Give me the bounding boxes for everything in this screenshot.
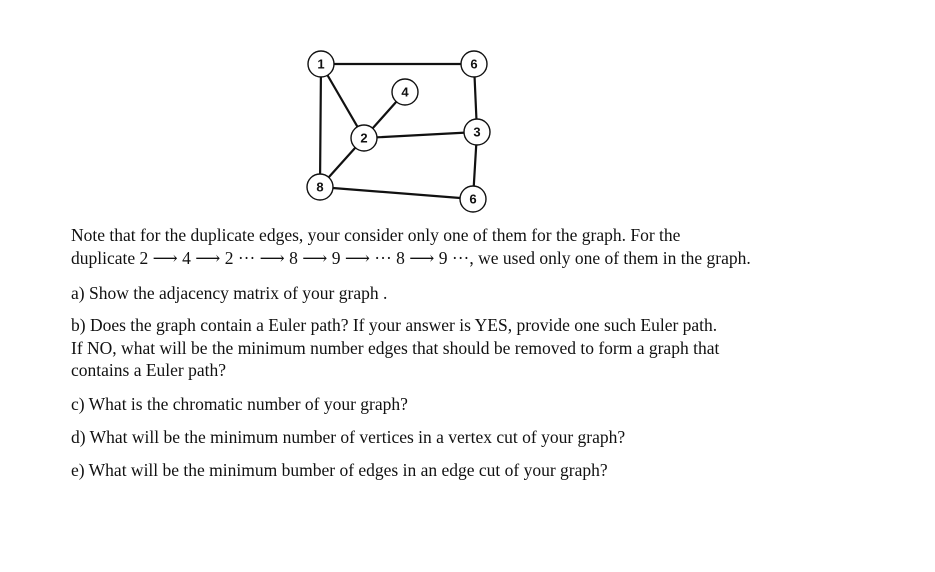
graph-node-6 (461, 51, 487, 77)
node-label: 9 (469, 191, 477, 207)
note-paragraph (71, 224, 861, 269)
node-label: 1 (317, 56, 325, 72)
graph-node-1 (308, 51, 334, 77)
graph-node-2 (351, 125, 377, 151)
note-line-1: Note that for the duplicate edges, your consider only one of them for the graph. For the (71, 225, 681, 245)
graph-node-4 (392, 79, 418, 105)
node-label: 3 (473, 124, 481, 140)
node-label: 6 (470, 56, 478, 72)
edge-8-9 (320, 187, 473, 199)
graph-node-8 (307, 174, 333, 200)
graph-node-3 (464, 119, 490, 145)
node-label: 8 (316, 179, 324, 195)
node-label: 4 (401, 84, 409, 100)
question-a: a) Show the adjacency matrix of your graph . (71, 283, 388, 303)
graph-node-9 (460, 186, 486, 212)
question-c: c) What is the chromatic number of your graph? (71, 394, 408, 414)
question-d: d) What will be the minimum number of vertices in a vertex cut of your graph? (71, 427, 626, 447)
note-line-2: duplicate 2 ⟶ 4 ⟶ 2 ··· ⟶ 8 ⟶ 9 ⟶ ··· 8 ⟶ 9 ···, we used only one of them in the graph. (71, 247, 751, 268)
node-label: 2 (360, 130, 368, 146)
question-b-line-1: b) Does the graph contain a Euler path? If your answer is YES, provide one such Euler path. (71, 315, 718, 335)
edge-2-3 (364, 132, 477, 138)
question-b-line-3: contains a Euler path? (71, 360, 227, 380)
graph-diagram (0, 0, 935, 220)
edge-1-8 (320, 64, 321, 187)
question-b-line-2: If NO, what will be the minimum number edges that should be removed to form a graph that (71, 337, 720, 358)
question-e: e) What will be the minimum bumber of edges in an edge cut of your graph? (71, 460, 608, 480)
question-b (71, 314, 861, 382)
